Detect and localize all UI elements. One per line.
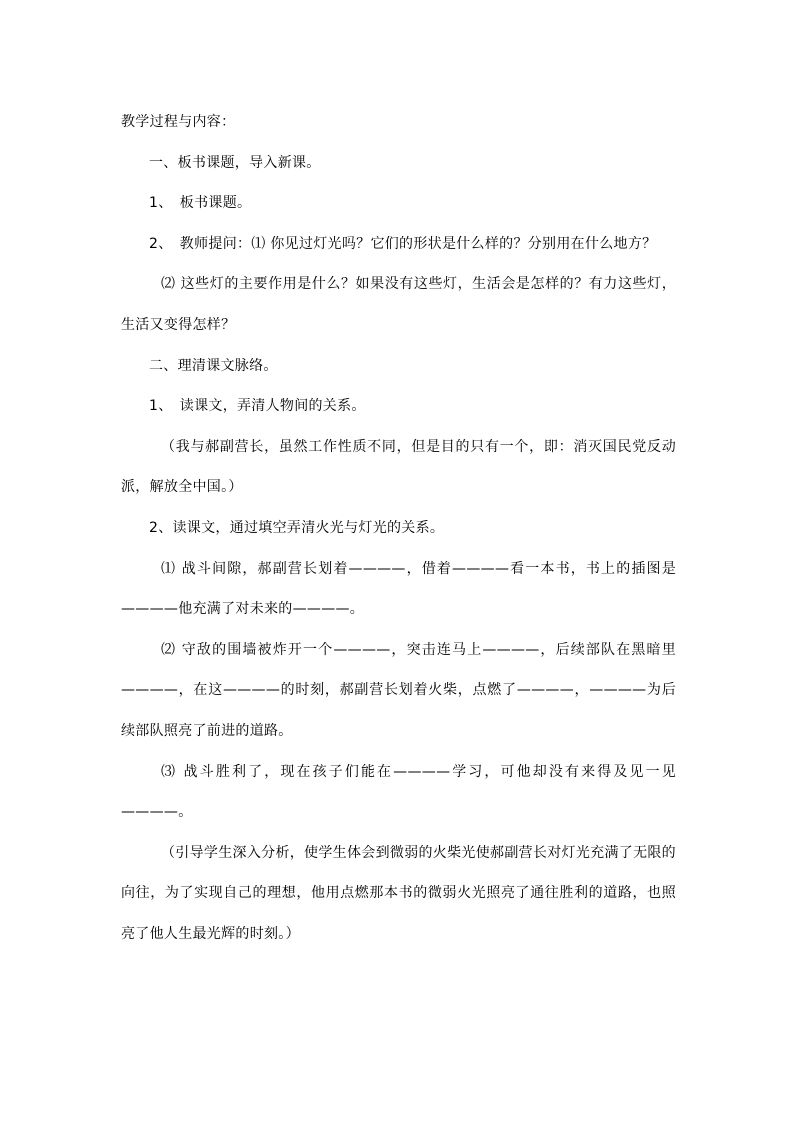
paragraph-fill-blank-1: ⑴ 战斗间隙，郝副营长划着————，借着————看一本书，书上的插图是————他充满了对未来的————。 (121, 560, 676, 618)
paragraph-analysis-guidance: （引导学生深入分析，使学生体会到微弱的火柴光使郝副营长对灯光充满了无限的向往，为了实现自己的理想，他用点燃那本书的微弱火光照亮了通往胜利的道路，也照亮了他人生最光辉的时刻。） (121, 844, 676, 942)
paragraph-part-one-title: 一、板书课题，导入新课。 (149, 154, 321, 171)
section-heading: 教学过程与内容： (121, 114, 236, 130)
paragraph-step-1: 1、 板书课题。 (149, 195, 252, 212)
paragraph-fill-blank-3: ⑶ 战斗胜利了，现在孩子们能在————学习，可他却没有来得及见一见————。 (121, 763, 676, 821)
document-body (121, 102, 676, 954)
paragraph-fill-blank-2: ⑵ 守敌的围墙被炸开一个————，突击连马上————，后续部队在黑暗里————，在这————的时刻，郝副营长划着火柴，点燃了————，————为后续部队照亮了前进的道路。 (121, 641, 676, 739)
paragraph-read-relations: 1、 读课文，弄清人物间的关系。 (149, 398, 366, 415)
paragraph-question-2: ⑵ 这些灯的主要作用是什么？如果没有这些灯，生活会是怎样的？有力这些灯，生活又变得怎样？ (121, 276, 676, 333)
paragraph-step-2-question-1: 2、 教师提问：⑴ 你见过灯光吗？它们的形状是什么样的？分别用在什么地方？ (149, 235, 657, 252)
paragraph-fill-blank-intro: 2、读课文，通过填空弄清火光与灯光的关系。 (149, 519, 445, 536)
paragraph-relation-answer: （我与郝副营长，虽然工作性质不同，但是目的只有一个，即：消灭国民党反动派，解放全中国。） (121, 438, 676, 496)
paragraph-part-two-title: 二、理清课文脉络。 (149, 357, 278, 374)
